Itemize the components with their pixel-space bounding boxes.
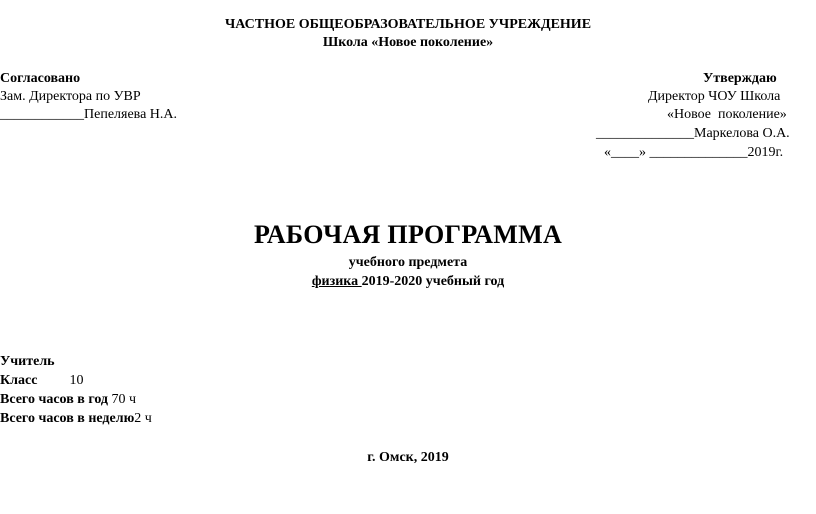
agreed-heading: Согласовано <box>0 71 81 86</box>
approved-position: Директор ЧОУ Школа <box>648 89 781 104</box>
hours-year-row <box>0 392 136 409</box>
school-name: Школа «Новое поколение» <box>322 35 494 50</box>
class-value: 10 <box>69 373 84 388</box>
hours-week-label: Всего часов в неделю <box>0 411 135 426</box>
agreed-signature <box>0 107 177 124</box>
institution-type: ЧАСТНОЕ ОБЩЕОБРАЗОВАТЕЛЬНОЕ УЧРЕЖДЕНИЕ <box>224 17 592 32</box>
approved-heading: Утверждаю <box>703 71 777 86</box>
approved-date: «____» ______________2019г. <box>604 145 784 160</box>
agreed-name: Пепеляева Н.А. <box>84 107 178 122</box>
teacher-label: Учитель <box>0 354 55 369</box>
approved-signature <box>596 126 790 143</box>
approved-name: Маркелова О.А. <box>694 126 790 141</box>
city-year: г. Омск, 2019 <box>367 450 449 465</box>
agreed-position: Зам. Директора по УВР <box>0 89 141 104</box>
hours-week-row <box>0 411 152 428</box>
document-subtitle: учебного предмета <box>348 255 468 270</box>
class-row <box>0 373 83 390</box>
hours-year-label: Всего часов в год <box>0 392 109 407</box>
agreed-signature-line: ____________ <box>0 107 84 122</box>
approved-signature-line: ______________ <box>596 126 694 141</box>
approved-org: «Новое поколение» <box>667 107 787 122</box>
subject-line <box>0 274 816 291</box>
hours-week-value: 2 ч <box>134 411 152 426</box>
class-label: Класс <box>0 373 38 388</box>
academic-year: 2019-2020 учебный год <box>361 274 505 289</box>
document-title: РАБОЧАЯ ПРОГРАММА <box>253 220 563 249</box>
hours-year-value: 70 ч <box>108 392 137 407</box>
subject-name: физика <box>311 274 362 289</box>
